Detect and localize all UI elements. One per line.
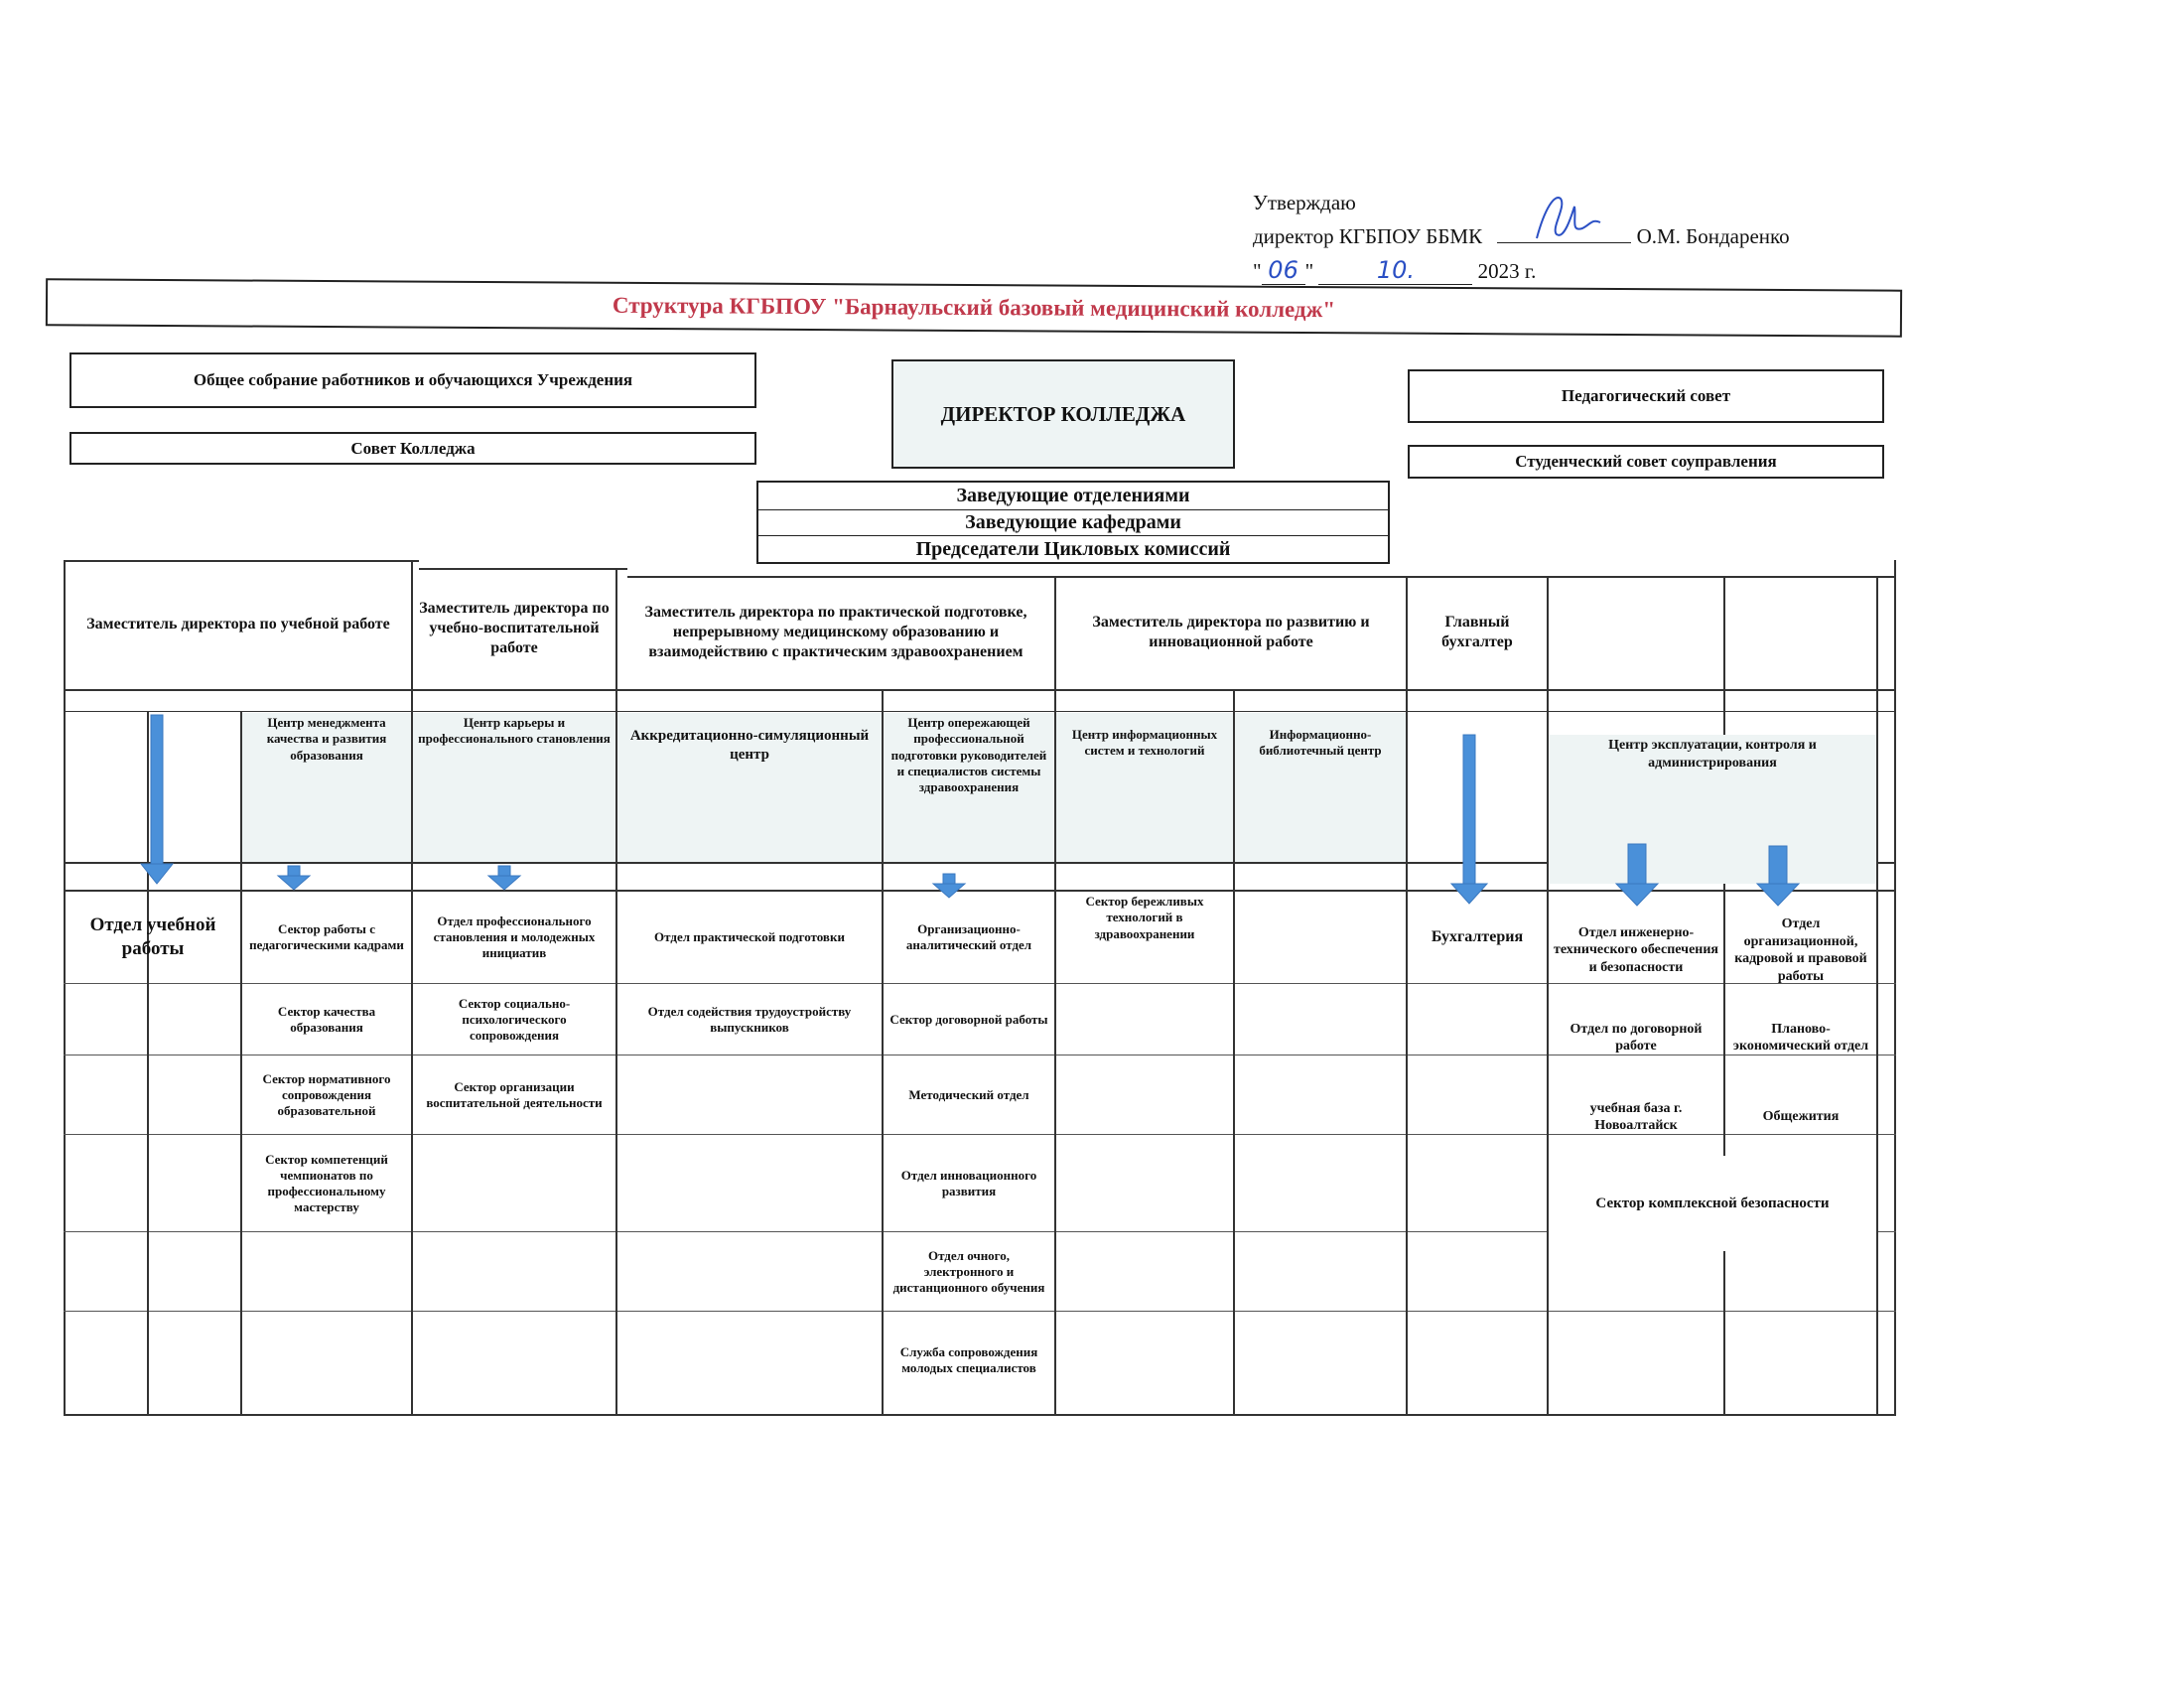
unit-col3-2: Сектор социально-психологического сопровождения — [458, 995, 571, 1044]
unit-col5-1: Организационно-аналитический отдел — [905, 920, 1032, 952]
accounting: Бухгалтерия — [1431, 928, 1524, 945]
unit-col3-1: Отдел профессионального становления и молодежных инициатив — [433, 913, 596, 961]
college-council-box: Совет Колледжа — [69, 432, 756, 465]
unit-col2-1: Сектор работы с педагогическими кадрами — [249, 920, 404, 952]
deputy-practice: Заместитель директора по практической подготовке, непрерывному медицинскому образованию и взаимодействию с практическим здравоохранением — [644, 604, 1027, 660]
approval-title: Утверждаю — [1253, 191, 1356, 214]
center-library: Информационно-библиотечный центр — [1235, 713, 1406, 862]
unit-col4-2: Отдел содействия трудоустройству выпускников — [647, 1003, 852, 1035]
date-month: 10. — [1376, 256, 1415, 284]
deputy-education: Заместитель директора по учебной работе — [86, 616, 390, 633]
unit-col9-2: Отдел по договорной работе — [1570, 1021, 1703, 1054]
arrow-accounting — [1451, 735, 1487, 904]
center-career: Центр карьеры и профессионального становления — [413, 713, 615, 862]
chief-accountant: Главный бухгалтер — [1441, 614, 1513, 650]
unit-col9-3: учебная база г. Новоалтайск — [1589, 1100, 1683, 1133]
heads-departments: Заведующие отделениями — [758, 483, 1388, 510]
center-advanced-training: Центр опережающей профессиональной подготовки руководителей и специалистов системы здравоохранения — [884, 713, 1054, 862]
unit-col10-1: Отдел организационной, кадровой и правовой работы — [1734, 916, 1867, 984]
center-info-systems: Центр информационных систем и технологий — [1056, 713, 1233, 862]
approval-director-name: О.М. Бондаренко — [1636, 224, 1790, 248]
education-department: Отдел учебной работы — [89, 914, 216, 959]
unit-col5-6: Служба сопровождения молодых специалистов — [899, 1343, 1038, 1375]
director-box: ДИРЕКТОР КОЛЛЕДЖА — [891, 359, 1235, 469]
approval-position: директор КГБПОУ ББМК — [1253, 224, 1483, 248]
arrow-edu — [141, 715, 173, 884]
unit-col2-3: Сектор нормативного сопровождения образовательной — [262, 1070, 391, 1119]
heads-commissions: Председатели Цикловых комиссий — [915, 537, 1231, 560]
deputy-upbringing: Заместитель директора по учебно-воспитательной работе — [419, 600, 610, 656]
deputy-development: Заместитель директора по развитию и инновационной работе — [1092, 614, 1370, 650]
pedagogical-council-box: Педагогический совет — [1408, 369, 1884, 423]
center-operations: Центр эксплуатации, контроля и администрирования — [1549, 735, 1876, 884]
unit-col5-4: Отдел инновационного развития — [900, 1167, 1037, 1198]
center-quality: Центр менеджмента качества и развития образования — [242, 713, 411, 862]
arrow-career — [488, 866, 520, 890]
unit-col10-3: Общежития — [1762, 1109, 1840, 1125]
unit-col5-3: Методический отдел — [908, 1086, 1029, 1102]
unit-col4-1: Отдел практической подготовки — [654, 928, 845, 944]
approval-date: " 06 " 10. 2023 г. — [1253, 256, 1537, 284]
unit-col6-1: Сектор бережливых технологий в здравоохранении — [1085, 894, 1204, 941]
unit-col5-5: Отдел очного, электронного и дистанционного обучения — [892, 1247, 1045, 1296]
date-year: 2023 г. — [1477, 259, 1537, 283]
arrow-engineering — [1616, 844, 1658, 906]
unit-col10-2: Планово-экономический отдел — [1732, 1021, 1869, 1054]
unit-col2-4: Сектор компетенций чемпионатов по профессиональному мастерству — [265, 1151, 388, 1215]
arrow-quality — [278, 866, 310, 890]
unit-col3-3: Сектор организации воспитательной деятельности — [426, 1078, 603, 1110]
student-council-box: Студенческий совет соуправления — [1408, 445, 1884, 479]
heads-chairs: Заведующие кафедрами — [758, 510, 1388, 537]
general-meeting-box: Общее собрание работников и обучающихся Учреждения — [69, 352, 756, 408]
unit-col5-2: Сектор договорной работы — [889, 1011, 1048, 1027]
structure-title: Структура КГБПОУ "Барнаульский базовый медицинский колледж" — [46, 278, 1902, 337]
center-simulation: Аккредитационно-симуляционный центр — [617, 713, 882, 862]
unit-col9-1: Отдел инженерно-технического обеспечения и безопасности — [1554, 924, 1718, 975]
arrow-hr — [1757, 846, 1799, 906]
date-day: 06 — [1268, 256, 1298, 284]
security-sector: Сектор комплексной безопасности — [1549, 1156, 1876, 1251]
unit-col2-2: Сектор качества образования — [277, 1003, 376, 1035]
